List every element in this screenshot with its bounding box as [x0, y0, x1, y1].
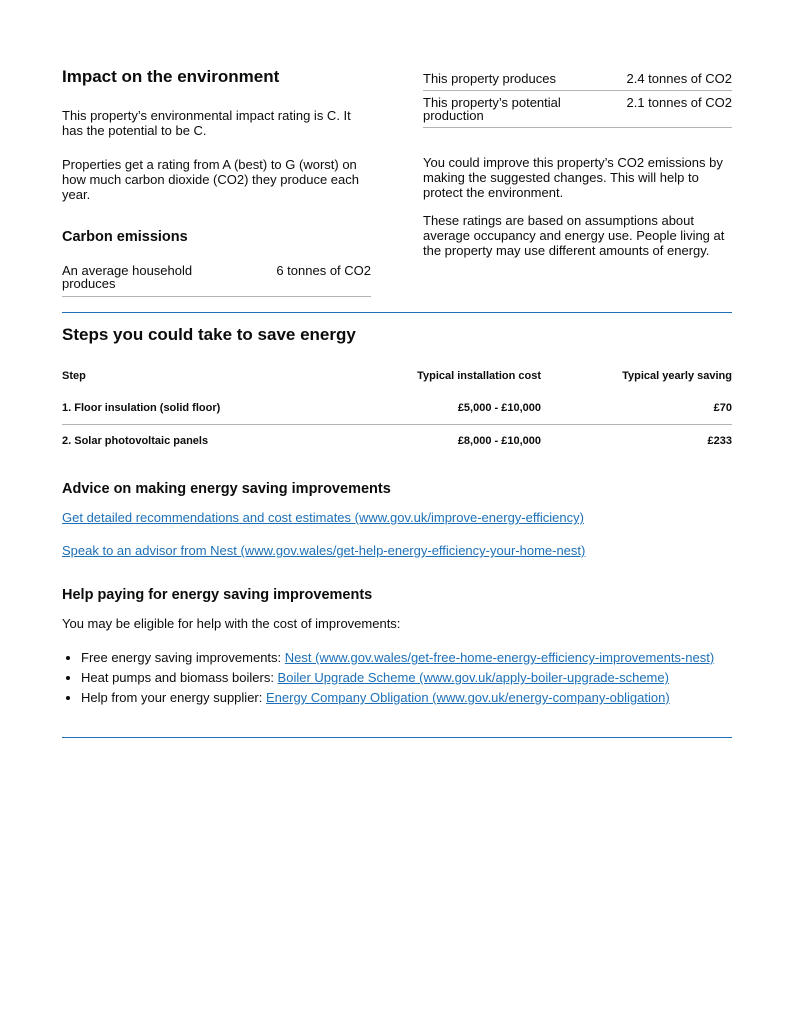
step-saving: £233	[707, 435, 732, 447]
help-intro: You may be eligible for help with the cost of improvements:	[62, 616, 401, 631]
steps-title: Steps you could take to save energy	[62, 325, 356, 344]
steps-table	[62, 370, 732, 457]
help-list	[62, 648, 762, 708]
list-item	[81, 648, 762, 668]
epc-page	[62, 0, 732, 300]
saving-column-header: Typical yearly saving	[622, 370, 732, 382]
cost-column-header: Typical installation cost	[417, 370, 541, 382]
step-cost: £8,000 - £10,000	[457, 435, 541, 447]
list-item	[81, 688, 762, 708]
help-title: Help paying for energy saving improvements	[62, 587, 373, 603]
eco-link[interactable]: Energy Company Obligation (www.gov.uk/energy-company-obligation)	[265, 690, 670, 705]
property-produces-value: 2.4 tonnes of CO2	[626, 71, 732, 86]
table-row	[62, 425, 732, 458]
nest-link[interactable]: Nest (www.gov.wales/get-free-home-energy-efficiency-improvements-nest)	[284, 650, 715, 665]
table-row	[62, 392, 732, 425]
advice-section	[62, 480, 752, 559]
step-name: 1. Floor insulation (solid floor)	[62, 392, 362, 425]
impact-rating-text: This property’s environmental impact rating is C. It has the potential to be C.	[62, 108, 351, 138]
step-saving: £70	[541, 392, 732, 425]
list-item	[81, 668, 762, 688]
impact-title: Impact on the environment	[62, 67, 280, 86]
property-produces-label: This property produces	[423, 71, 556, 86]
improve-emissions-text: You could improve this property’s CO2 emissions by making the suggested changes. This will help to protect the environment.	[423, 155, 723, 200]
potential-production-value: 2.1 tonnes of CO2	[626, 95, 732, 110]
household-value: 6 tonnes of CO2	[276, 263, 371, 278]
impact-left-column	[62, 66, 371, 297]
step-name: 2. Solar photovoltaic panels	[62, 435, 209, 447]
step-column-header: Step	[62, 370, 86, 382]
step-cost: £5,000 - £10,000	[362, 392, 541, 425]
help-item-label: Free energy saving improvements:	[81, 650, 285, 665]
section-divider	[62, 312, 732, 313]
potential-production-label: This property’s potential production	[423, 95, 561, 123]
help-item-label: Heat pumps and biomass boilers:	[81, 670, 278, 685]
impact-right-column	[423, 72, 732, 258]
bottom-divider	[62, 737, 732, 738]
household-emissions-row	[62, 264, 371, 297]
recommendations-link[interactable]: Get detailed recommendations and cost estimates (www.gov.uk/improve-energy-efficiency)	[62, 510, 584, 525]
help-item-label: Help from your energy supplier:	[81, 690, 266, 705]
steps-table-header	[62, 370, 732, 392]
household-label: An average household produces	[62, 263, 193, 291]
rating-scale-text: Properties get a rating from A (best) to G (worst) on how much carbon dioxide (CO2) they produce each year.	[62, 157, 359, 202]
nest-advisor-link[interactable]: Speak to an advisor from Nest (www.gov.wales/get-help-energy-efficiency-your-home-nest)	[62, 543, 586, 558]
potential-production-row	[423, 91, 732, 128]
carbon-emissions-heading: Carbon emissions	[62, 229, 188, 245]
property-produces-row	[423, 72, 732, 91]
impact-section	[62, 0, 732, 300]
steps-section	[62, 324, 732, 457]
assumptions-text: These ratings are based on assumptions about average occupancy and energy use. People living at the property may use different amounts of energy.	[423, 213, 725, 258]
advice-title: Advice on making energy saving improvements	[62, 481, 391, 497]
help-section	[62, 586, 762, 708]
boiler-upgrade-link[interactable]: Boiler Upgrade Scheme (www.gov.uk/apply-boiler-upgrade-scheme)	[277, 670, 669, 685]
